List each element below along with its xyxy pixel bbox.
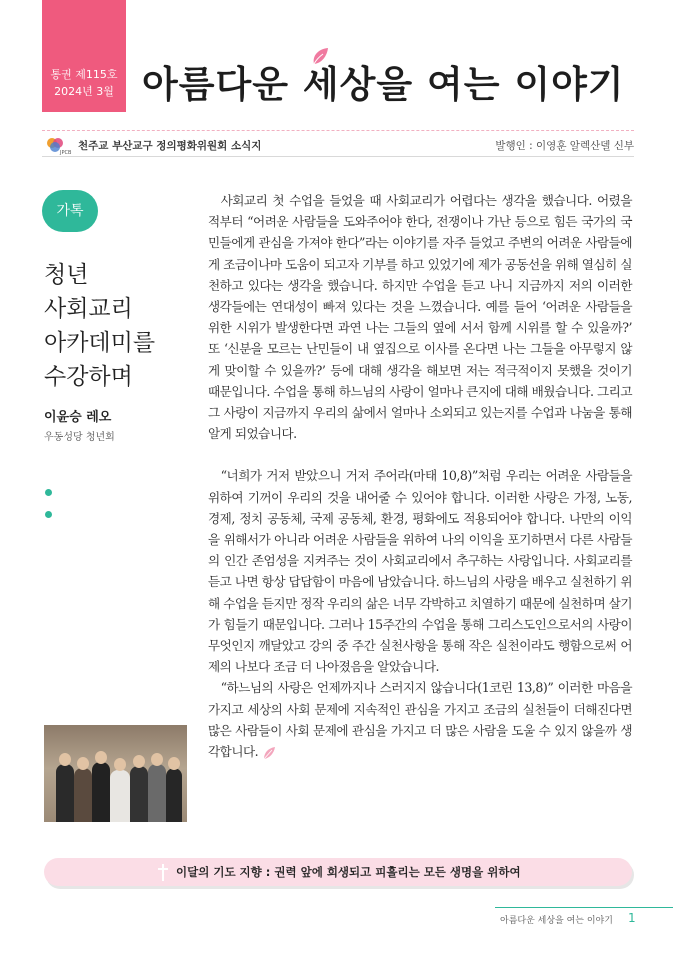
logo-text: JPCB xyxy=(60,150,72,155)
article-title xyxy=(44,258,194,394)
article-paragraph xyxy=(208,677,632,762)
page-number: 1 xyxy=(628,911,636,925)
organization-name: 천주교 부산교구 정의평화위원회 소식지 xyxy=(78,140,262,152)
article-paragraph: 사회교리 첫 수업을 들었을 때 사회교리가 어렵다는 생각을 했습니다. 어렸을 적부터 “어려운 사람들을 도와주어야 한다, 전쟁이나 가난 등으로 힘든 국가의 국민들에게 관심을 가져야 한다”라는 이야기를 자주 들었고 주변의 어려운 사람들에게 조금이나마 도움이 되고자 기부를 하고 있었기에 제가 공동선을 위해 열심히 실천하고 있다는 생각을 했습니다. 하지만 수업을 듣고 나니 지금까지 저의 이러한 생각들에는 연대성이 빠져 있다는 것을 느꼈습니다. 예를 들어 ‘어려운 사람들을 위한 시위가 발생한다면 과연 나는 그들의 옆에 서서 함께 시위를 할 수 있을까?’ 또 ‘신분을 모르는 난민들이 내 옆집으로 이사를 온다면 나는 그들을 아무렇지 않게 맞이할 수 있을까?’ 등에 대해 생각을 해보면 저는 적극적이지 못했을 것이기 때문입니다. 수업을 통해 하느님의 사랑이 얼마나 큰지에 대해 배웠습니다. 그리고 그 사랑이 지금까지 우리의 삶에서 얼마나 소외되고 있는지를 수업과 나눔을 통해 알게 되었습니다. xyxy=(208,193,632,442)
cross-icon xyxy=(158,864,168,881)
paragraph-text: “하느님의 사랑은 언제까지나 스러지지 않습니다(1코린 13,8)” 이러한 마음을 가지고 세상의 사회 문제에 지속적인 관심을 가지고 조금의 실천들이 더해진다면 많은 사람들이 사회 문제에 관심을 가지고 더 많은 사람을 도울 수 있지 않을까 생각합니다. xyxy=(208,680,632,760)
title-line: 아카데미를 xyxy=(44,330,156,356)
author-name: 이윤승 레오 xyxy=(44,410,112,425)
footer-rule xyxy=(495,907,673,908)
bullet-dot-icon xyxy=(45,511,52,518)
prayer-intention-bar xyxy=(44,858,632,886)
issue-tab xyxy=(42,0,126,112)
article-body xyxy=(208,190,632,762)
masthead xyxy=(142,54,642,114)
title-line: 청년 xyxy=(44,262,89,288)
footer-title: 아름다운 세상을 여는 이야기 xyxy=(500,916,613,926)
issue-volume: 통권 제115호 xyxy=(50,68,118,81)
header-divider-dashed xyxy=(42,130,634,131)
jpcb-logo-icon xyxy=(44,135,74,155)
title-line: 수강하며 xyxy=(44,364,133,390)
bullet-dot-icon xyxy=(45,489,52,496)
masthead-title: 아름다운 세상을 여는 이야기 xyxy=(142,62,625,106)
header-divider-solid xyxy=(42,156,634,157)
publisher: 발행인 : 이영훈 알렉산델 신부 xyxy=(495,140,634,152)
group-photo xyxy=(44,725,187,822)
author-parish: 우동성당 청년회 xyxy=(44,432,115,443)
leaf-end-mark-icon xyxy=(262,746,276,760)
flower-petal-icon xyxy=(310,46,332,68)
title-line: 사회교리 xyxy=(44,296,133,322)
category-badge: 가톡 xyxy=(42,190,98,232)
issue-date: 2024년 3월 xyxy=(54,85,114,98)
article-paragraph: “너희가 거저 받았으니 거저 주어라(마태 10,8)”처럼 우리는 어려운 사람들을 위하여 기꺼이 우리의 것을 내어줄 수 있어야 합니다. 이러한 사랑은 가정, 노동, 경제, 정치 공동체, 국제 공동체, 환경, 평화에도 적용되어야 합니다. 나만의 이익을 위해서가 아니라 어려운 사람들을 위하여 나의 이익을 포기하면서 다른 사람들의 인간 존엄성을 지켜주는 것이 사회교리에서 추구하는 사랑입니다. 사회교리를 듣고 나면 항상 답답함이 마음에 남았습니다. 하느님의 사랑을 배우고 실천하기 위해 수업을 듣지만 정작 우리의 삶은 너무 각박하고 치열하기 때문에 실천하며 살기가 힘들기 때문입니다. 그러나 15주간의 수업을 통해 그리스도인으로서의 사랑이 무엇인지 깨달았고 강의 중 주간 실천사항을 통해 작은 실천이라도 행함으로써 어제의 나보다 조금 더 나아졌음을 알았습니다. xyxy=(208,468,632,675)
prayer-text: 이달의 기도 지향 : 권력 앞에 희생되고 피흘리는 모든 생명을 위하여 xyxy=(176,865,521,879)
